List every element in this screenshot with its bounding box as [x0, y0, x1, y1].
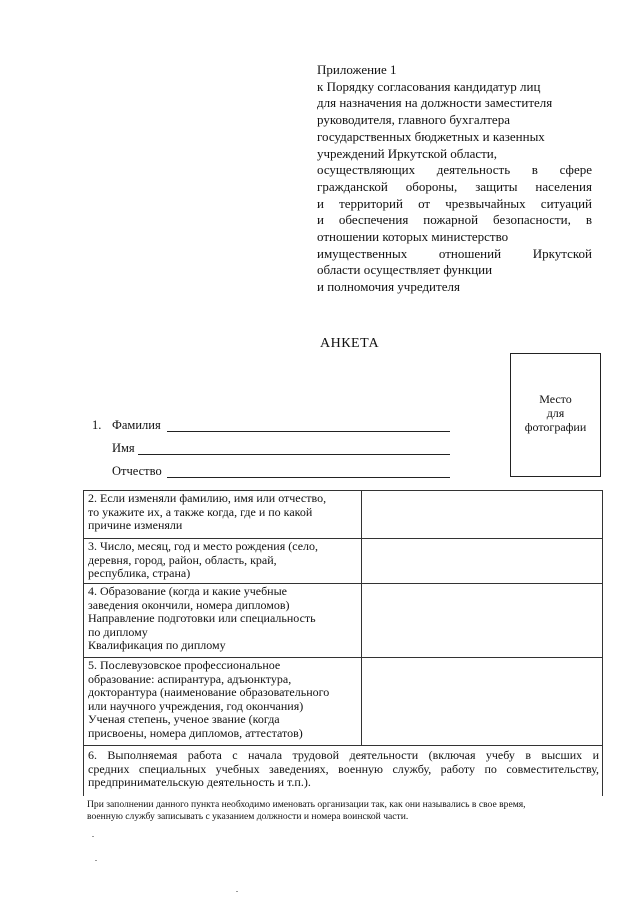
annex-line: имущественных отношений Иркутской [317, 245, 592, 261]
annex-line: и территорий от чрезвычайных ситуаций [317, 195, 592, 211]
question-line: 5. Послевузовское профессиональное [88, 658, 281, 672]
question-cell [84, 539, 362, 584]
table-row [84, 584, 603, 658]
annex-line: учреждений Иркутской области, [317, 145, 497, 161]
question-cell [84, 491, 362, 539]
patronymic-row [92, 464, 462, 480]
annex-line: Приложение 1 [317, 62, 397, 77]
patronymic-label: Отчество [112, 464, 162, 478]
scan-speck [92, 836, 94, 837]
annex-line: руководителя, главного бухгалтера [317, 112, 510, 128]
question-line: Направление подготовки или специальность [88, 611, 316, 626]
table-row [84, 539, 603, 584]
question-line: 4. Образование (когда и какие учебные [88, 584, 287, 598]
photo-placeholder [510, 353, 601, 477]
photo-label-line: для [546, 406, 565, 420]
annex-line: государственных бюджетных и казенных [317, 128, 545, 144]
footnote-line: При заполнении данного пункта необходимо именовать организации так, как они назывались в свое время, [87, 799, 526, 810]
question-line: деревня, город, район, область, край, [88, 552, 277, 567]
answer-cell[interactable] [362, 539, 603, 584]
questionnaire-table [83, 490, 603, 796]
first-name-row [92, 441, 462, 457]
question-line: республика, страна) [88, 566, 191, 581]
scan-speck [236, 891, 238, 892]
annex-line: к Порядку согласования кандидатур лиц [317, 78, 541, 94]
question-line: 3. Число, месяц, год и место рождения (село, [88, 539, 319, 553]
question-cell [84, 584, 362, 658]
question-line: Квалификация по диплому [88, 638, 226, 653]
annex-line: области осуществляет функции [317, 262, 493, 278]
question-cell [84, 658, 362, 746]
question-line: 6. Выполняемая работа с начала трудовой деятельности (включая учебу в высших и [88, 748, 599, 762]
annex-line: для назначения на должности заместителя [317, 95, 553, 111]
question-line: или научного учреждения, год окончания) [88, 698, 304, 713]
photo-label-line: Место [539, 392, 572, 406]
question-line: докторантура (наименование образовательного [88, 685, 330, 700]
annex-line: гражданской обороны, защиты населения [317, 178, 592, 194]
answer-cell[interactable] [362, 491, 603, 539]
scan-speck [95, 860, 97, 861]
question-line: причине изменяли [88, 518, 183, 533]
first-name-label: Имя [112, 441, 135, 455]
answer-cell[interactable] [362, 584, 603, 658]
first-name-field[interactable] [138, 454, 450, 455]
annex-line: и обеспечения пожарной безопасности, в [317, 212, 592, 228]
question-line: по диплому [88, 624, 148, 639]
annex-line: и полномочия учредителя [317, 279, 460, 295]
surname-label: Фамилия [112, 418, 161, 432]
photo-label-line: фотографии [524, 420, 587, 434]
question-line: присвоены, номера дипломов, аттестатов) [88, 725, 303, 740]
annex-line: отношении которых министерство [317, 229, 509, 245]
document-title: АНКЕТА [320, 336, 380, 351]
question-line: заведения окончили, номера дипломов) [88, 597, 290, 612]
footnote-line: военную службу записывать с указанием должности и номера воинской части. [87, 811, 409, 823]
patronymic-field[interactable] [167, 477, 450, 478]
item-number: 1. [92, 418, 102, 432]
photo-label [511, 392, 600, 434]
question-line: то укажите их, а также когда, где и по какой [88, 504, 313, 519]
answer-cell[interactable] [362, 658, 603, 746]
question-line: образование: аспирантура, адъюнктура, [88, 671, 292, 686]
table-row [84, 746, 603, 796]
table-row [84, 491, 603, 539]
surname-row [92, 418, 462, 434]
question-line: предпринимательскую деятельность и т.п.). [88, 775, 311, 790]
annex-header [317, 62, 592, 296]
surname-field[interactable] [167, 431, 450, 432]
annex-line: осуществляющих деятельность в сфере [317, 162, 592, 178]
question-line: 2. Если изменяли фамилию, имя или отчество, [88, 491, 327, 505]
question-line: средних специальных учебных заведениях, военную службу, работу по совместительству, [88, 761, 599, 776]
table-row [84, 658, 603, 746]
footnote [87, 799, 602, 824]
work-history-cell [84, 746, 603, 796]
question-line: Ученая степень, ученое звание (когда [88, 712, 280, 727]
